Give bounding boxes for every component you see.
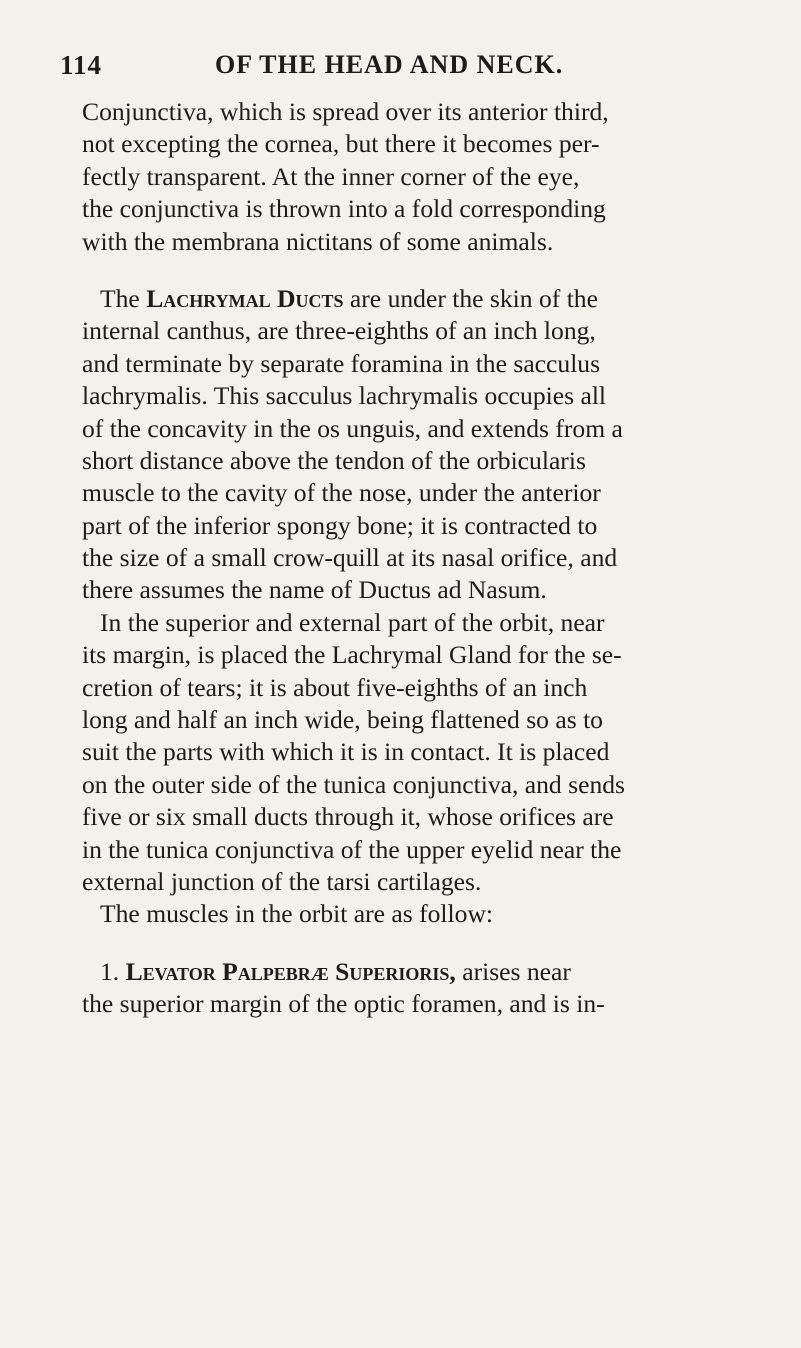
running-head: OF THE HEAD AND NECK.: [215, 50, 564, 79]
paragraph-levator: [82, 956, 797, 1021]
paragraph-intro: The: [100, 283, 147, 313]
text-line: its margin, is placed the Lachrymal Gland for the se-: [82, 640, 622, 670]
text-line: the conjunctiva is thrown into a fold corresponding: [82, 194, 606, 224]
text-line: The muscles in the orbit are as follow:: [100, 899, 494, 929]
text-line: with the membrana nictitans of some animals.: [82, 226, 554, 256]
paragraph-conjunctiva: [82, 96, 797, 258]
text-line: of the concavity in the os unguis, and extends from a: [82, 413, 623, 443]
text-line: short distance above the tendon of the orbicularis: [82, 445, 586, 475]
text-line: suit the parts with which it is in contact. It is placed: [82, 737, 610, 767]
term-levator-palpebrae: Levator Palpebræ Superioris,: [125, 956, 456, 986]
text-line: the size of a small crow-quill at its nasal orifice, and: [82, 543, 618, 573]
text-line: not excepting the cornea, but there it becomes per-: [82, 129, 600, 159]
text-line: In the superior and external part of the orbit, near: [100, 607, 605, 637]
text-line: and terminate by separate foramina in the sacculus: [82, 348, 601, 378]
text-line: lachrymalis. This sacculus lachrymalis occupies all: [82, 381, 607, 411]
text-line: on the outer side of the tunica conjunctiva, and sends: [82, 769, 626, 799]
text-line: internal canthus, are three-eighths of an inch long,: [82, 316, 596, 346]
paragraph-muscles-intro: [82, 898, 797, 930]
page-header: [60, 50, 760, 90]
text-line: the superior margin of the optic foramen, and is in-: [82, 989, 605, 1019]
text-line: external junction of the tarsi cartilages.: [82, 866, 482, 896]
text-run: are under the skin of the: [343, 283, 598, 313]
body-text: [82, 96, 797, 1021]
text-line: part of the inferior spongy bone; it is contracted to: [82, 510, 598, 540]
text-line: in the tunica conjunctiva of the upper eyelid near the: [82, 834, 622, 864]
text-line: five or six small ducts through it, whose orifices are: [82, 802, 614, 832]
text-run: arises near: [455, 956, 571, 986]
page-number: 114: [60, 50, 103, 80]
text-line: muscle to the cavity of the nose, under the anterior: [82, 478, 601, 508]
text-line: [82, 956, 797, 988]
paragraph-lachrymal-gland: [82, 607, 797, 899]
text-line: Conjunctiva, which is spread over its anterior third,: [82, 97, 609, 126]
term-lachrymal-ducts: Lachrymal Ducts: [146, 283, 344, 313]
text-line: fectly transparent. At the inner corner of the eye,: [82, 161, 580, 191]
text-line: long and half an inch wide, being flattened so as to: [82, 705, 603, 735]
list-number: 1.: [100, 956, 120, 986]
text-line: cretion of tears; it is about five-eighths of an inch: [82, 672, 588, 702]
text-line: there assumes the name of Ductus ad Nasum.: [82, 575, 547, 605]
text-line: [82, 283, 797, 315]
paragraph-lachrymal-ducts: [82, 283, 797, 607]
